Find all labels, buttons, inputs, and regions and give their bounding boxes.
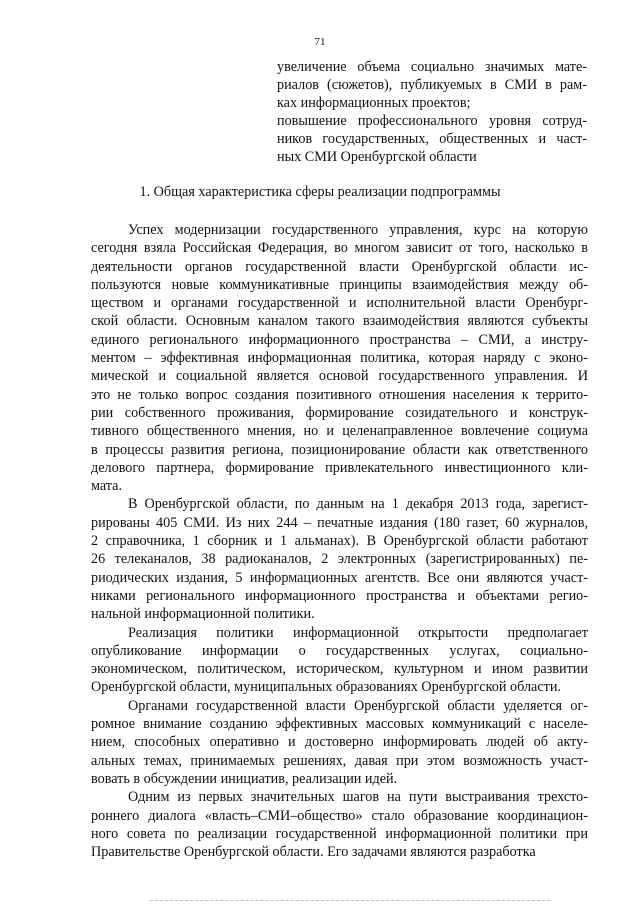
paragraph-line: вовать в обсуждении инициатив, реализации идей. [91,770,398,787]
paragraph [91,697,588,788]
paragraph-line: в процессы развития региона, позиционирование области как ответственного [91,441,588,458]
paragraph-line: 26 телеканалов, 38 радиоканалов, 2 электронных (зарегистрированных) пе- [91,551,588,568]
page-number: 71 [314,36,326,48]
paragraph-line: делового партнера, формирование привлекательного инвестиционного кли- [91,459,588,476]
paragraph-line: 2 справочника, 1 сборник и 1 альманах). В Оренбургской области работают [91,533,588,550]
paragraph-line: ментом – эффективная информационная политика, которая наряду с эконо- [91,350,588,367]
paragraph-line: пользуются новые коммуникативные принципы взаимодействия между об- [91,276,588,293]
paragraph-line: В Оренбургской области, по данным на 1 декабря 2013 года, зарегист- [128,496,588,513]
paragraph-line: Реализация политики информационной открытости предполагает [128,624,588,641]
intro-list [277,58,587,166]
paragraph-line: сегодня взяла Российская Федерация, во многом зависит от того, насколько в [91,240,588,257]
paragraph-line: Успех модернизации государственного управления, курс на которую [128,222,588,238]
paragraph-line: мической и социальной является основой государственного управления. И [91,368,588,385]
body-text [91,221,588,861]
paragraph-line: деятельности органов государственной власти Оренбургской области ис- [91,258,588,275]
paragraph-line: Правительстве Оренбургской области. Его задачами являются разработка [91,844,536,861]
paragraph-line: это не только вопрос создания позитивного отношения населения к террито- [91,386,588,403]
paragraph [91,788,588,861]
intro-line: увеличение объема социально значимых мате- [277,59,587,75]
paragraph [91,495,588,623]
intro-line: ников государственных, общественных и част- [277,131,587,147]
paragraph-line: ществом и органами государственной и исполнительной власти Оренбург- [91,295,588,312]
paragraph-line: тивного общественного мнения, но и целенаправленное вовлечение социума [91,423,588,440]
paragraph-line: рированы 405 СМИ. Из них 244 – печатные издания (180 газет, 60 журналов, [91,514,588,531]
intro-line: риалов (сюжетов), публикуемых в СМИ в рам- [277,77,587,93]
paragraph-line: опубликование информации о государственных услугах, социально- [91,642,588,659]
page-bottom-rule [150,900,550,902]
paragraph-line: ской области. Основным каналом такого взаимодействия являются субъекты [91,313,588,330]
paragraph-line: мата. [91,478,123,495]
intro-line: повышение профессионального уровня сотруд- [277,113,587,129]
paragraph-line: экономическом, политическом, историческом, культурном и ином развитии [91,661,588,678]
paragraph-line: рии собственного проживания, формирование созидательного и конструк- [91,404,588,421]
paragraph-line: Одним из первых значительных шагов на пути выстраивания трехсто- [128,789,588,806]
paragraph-line: нием, способных оперативно и достоверно информировать людей об акту- [91,734,588,751]
paragraph-line: альных темах, принимаемых решениях, давая при этом возможность участ- [91,752,588,769]
paragraph-line: единого регионального информационного пространства – СМИ, а инстру- [91,331,588,348]
paragraph-line: ного совета по реализации государственной информационной политики при [91,825,588,842]
intro-line: ках информационных проектов; [277,95,471,111]
paragraph-line: риодических издания, 5 информационных агентств. Все они являются участ- [91,569,588,586]
paragraph-line: нальной информационной политики. [91,606,315,623]
intro-line: ных СМИ Оренбургской области [277,149,477,165]
paragraph-line: Органами государственной власти Оренбургской области уделяется ог- [128,697,588,714]
paragraph-line: Оренбургской области, муниципальных образованиях Оренбургской области. [91,679,561,696]
paragraph [91,624,588,697]
paragraph-line: роннего диалога «власть–СМИ–общество» стало образование координацион- [91,807,588,824]
section-heading: 1. Общая характеристика сферы реализации подпрограммы [139,184,501,200]
paragraph-line: ромное внимание созданию эффективных массовых коммуникаций с населе- [91,716,588,733]
paragraph [91,221,588,495]
paragraph-line: никами регионального информационного пространства и объектами регио- [91,587,588,604]
